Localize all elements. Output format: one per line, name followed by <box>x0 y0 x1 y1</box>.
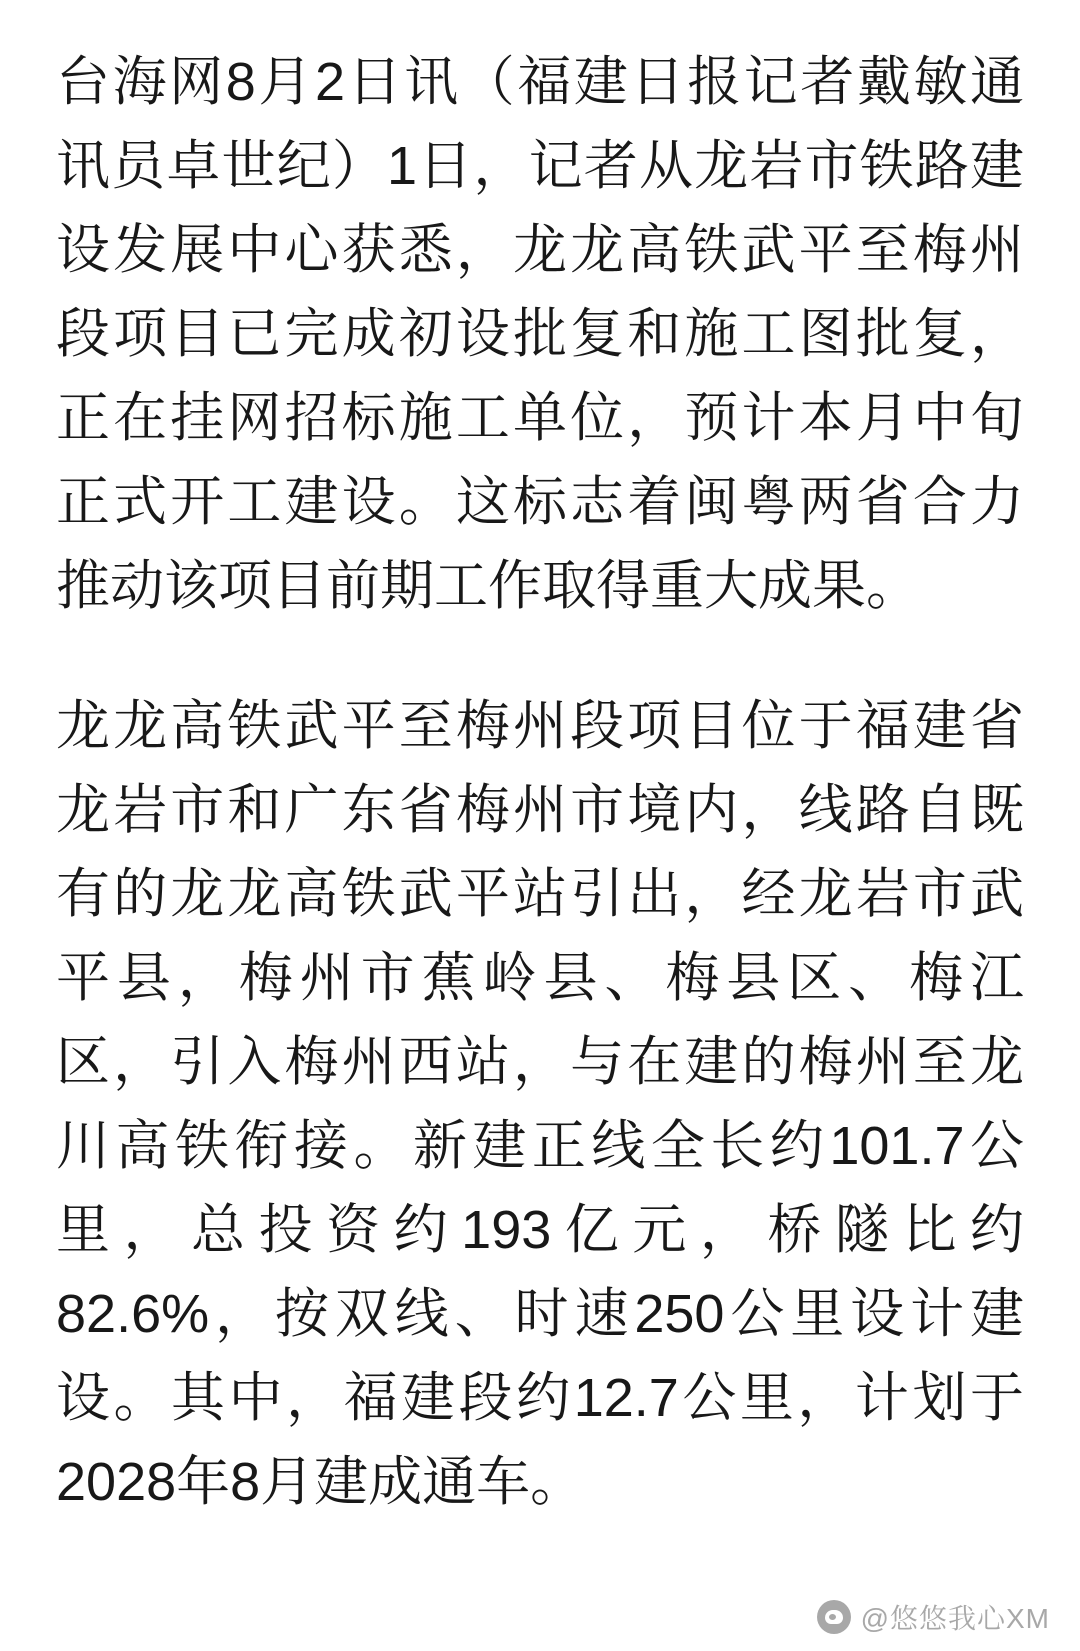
watermark <box>817 1597 1050 1637</box>
article-paragraph-1: 台海网8月2日讯（福建日报记者戴敏通讯员卓世纪）1日，记者从龙岩市铁路建设发展中心获悉，龙龙高铁武平至梅州段项目已完成初设批复和施工图批复，正在挂网招标施工单位，预计本月中旬正式开工建设。这标志着闽粤两省合力推动该项目前期工作取得重大成果。 <box>56 52 1024 616</box>
weibo-icon <box>817 1600 851 1634</box>
article-paragraph-2: 龙龙高铁武平至梅州段项目位于福建省龙岩市和广东省梅州市境内，线路自既有的龙龙高铁武平站引出，经龙岩市武平县，梅州市蕉岭县、梅县区、梅江区，引入梅州西站，与在建的梅州至龙川高铁衔接。新建正线全长约101.7公里，总投资约193亿元，桥隧比约82.6%，按双线、时速250公里设计建设。其中，福建段约12.7公里，计划于2028年8月建成通车。 <box>56 696 1024 1512</box>
watermark-username: @悠悠我心XM <box>860 1603 1050 1634</box>
